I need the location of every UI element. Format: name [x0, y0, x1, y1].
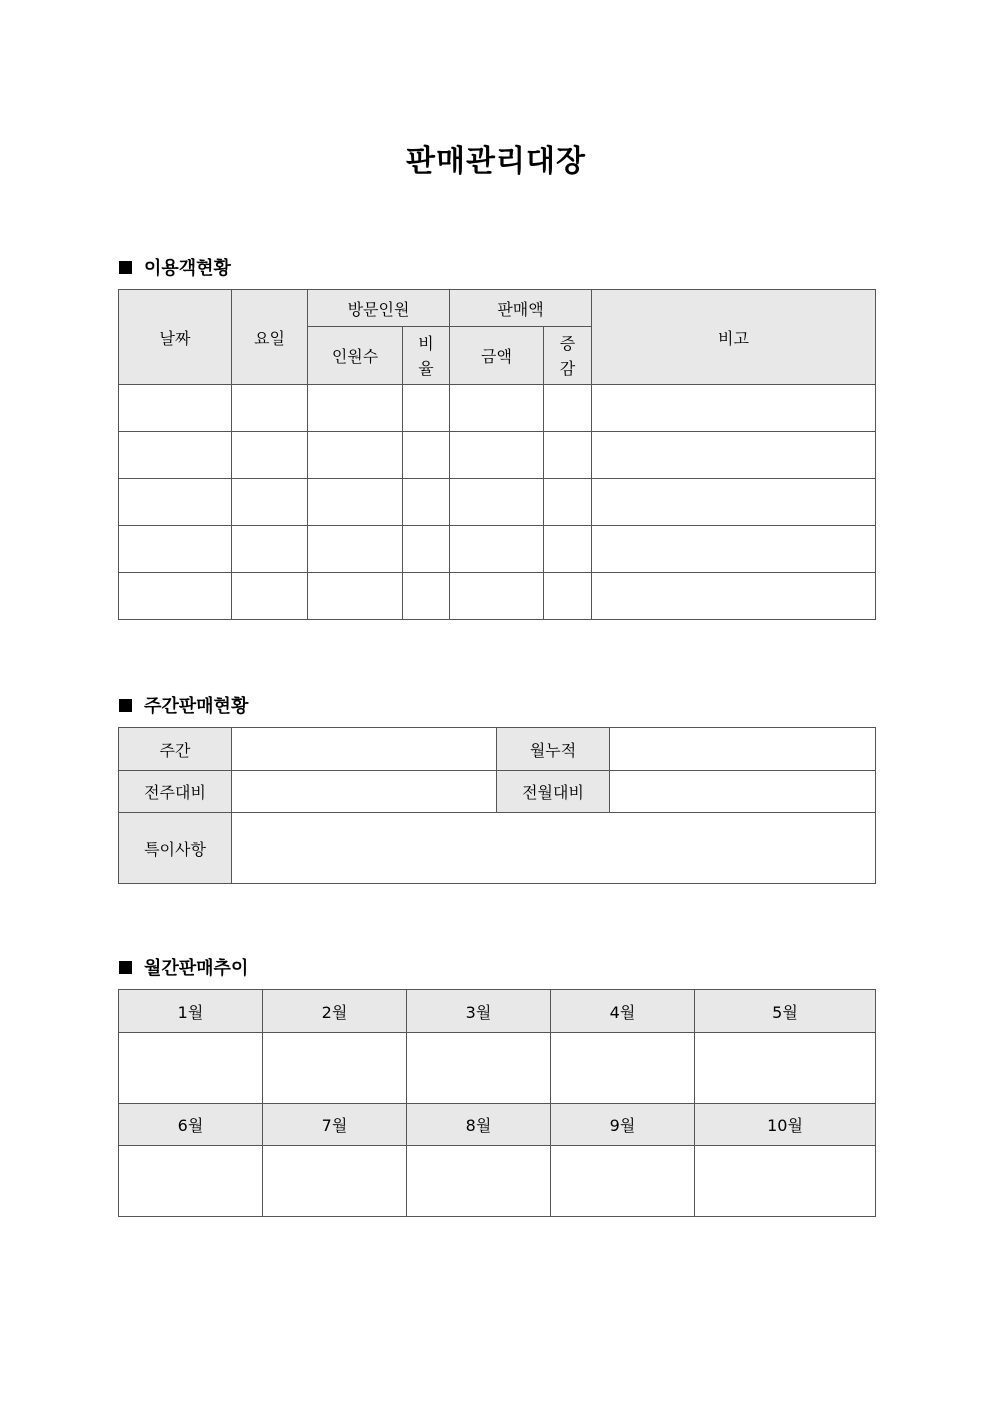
month-value-cell[interactable] [407, 1146, 551, 1217]
label-month-cumulative: 월누적 [497, 728, 610, 771]
header-visitor-count: 인원수 [308, 327, 403, 385]
weekly-sales-table [118, 727, 876, 884]
header-amount: 금액 [450, 327, 544, 385]
section-heading-label: 주간판매현황 [144, 696, 249, 717]
month-header: 6월 [119, 1104, 263, 1146]
month-header: 2월 [263, 990, 407, 1033]
table-cell[interactable] [232, 432, 308, 479]
table-cell[interactable] [119, 526, 232, 573]
table-cell[interactable] [450, 573, 544, 620]
square-bullet-icon [119, 261, 132, 274]
header-weekday: 요일 [232, 290, 308, 385]
monthly-trend-table [118, 989, 876, 1217]
section-heading-label: 이용객현황 [144, 258, 231, 279]
header-change [544, 327, 592, 385]
label-vs-last-week: 전주대비 [119, 771, 232, 813]
value-week[interactable] [232, 728, 497, 771]
section-heading-weekly [119, 692, 248, 718]
month-value-cell[interactable] [695, 1146, 876, 1217]
table-row [119, 573, 876, 620]
month-header: 5월 [695, 990, 876, 1033]
table-cell[interactable] [232, 526, 308, 573]
table-row [119, 526, 876, 573]
label-notes: 특이사항 [119, 813, 232, 884]
section-heading-visitors [119, 254, 231, 280]
header-visitors: 방문인원 [308, 290, 450, 327]
table-cell[interactable] [232, 479, 308, 526]
month-header: 8월 [407, 1104, 551, 1146]
header-sales: 판매액 [450, 290, 592, 327]
table-cell[interactable] [403, 432, 450, 479]
month-value-cell[interactable] [263, 1033, 407, 1104]
table-cell[interactable] [232, 385, 308, 432]
label-vs-last-month: 전월대비 [497, 771, 610, 813]
square-bullet-icon [119, 961, 132, 974]
month-header: 3월 [407, 990, 551, 1033]
table-cell[interactable] [119, 479, 232, 526]
table-cell[interactable] [544, 385, 592, 432]
table-cell[interactable] [592, 573, 876, 620]
table-cell[interactable] [403, 385, 450, 432]
table-cell[interactable] [403, 479, 450, 526]
table-cell[interactable] [119, 573, 232, 620]
table-row [119, 385, 876, 432]
label-week: 주간 [119, 728, 232, 771]
value-month-cumulative[interactable] [610, 728, 876, 771]
month-value-cell[interactable] [695, 1033, 876, 1104]
table-cell[interactable] [119, 385, 232, 432]
table-cell[interactable] [544, 573, 592, 620]
month-header: 1월 [119, 990, 263, 1033]
value-notes[interactable] [232, 813, 876, 884]
table-cell[interactable] [308, 385, 403, 432]
table-cell[interactable] [592, 385, 876, 432]
square-bullet-icon [119, 699, 132, 712]
header-date: 날짜 [119, 290, 232, 385]
table-cell[interactable] [544, 526, 592, 573]
header-ratio-line2: 율 [418, 358, 434, 378]
header-change-line1: 증 [559, 333, 576, 353]
table-cell[interactable] [544, 432, 592, 479]
table-cell[interactable] [450, 526, 544, 573]
table-row [119, 432, 876, 479]
header-ratio-line1: 비 [418, 333, 434, 353]
header-remarks: 비고 [592, 290, 876, 385]
month-value-cell[interactable] [407, 1033, 551, 1104]
table-cell[interactable] [403, 526, 450, 573]
table-cell[interactable] [232, 573, 308, 620]
month-header: 4월 [551, 990, 695, 1033]
table-cell[interactable] [308, 432, 403, 479]
section-heading-monthly [119, 954, 248, 980]
month-header: 7월 [263, 1104, 407, 1146]
header-ratio [403, 327, 450, 385]
table-cell[interactable] [450, 385, 544, 432]
table-row [119, 479, 876, 526]
table-cell[interactable] [119, 432, 232, 479]
month-value-cell[interactable] [551, 1146, 695, 1217]
table-cell[interactable] [308, 479, 403, 526]
table-cell[interactable] [308, 573, 403, 620]
month-value-cell[interactable] [119, 1146, 263, 1217]
value-vs-last-week[interactable] [232, 771, 497, 813]
month-value-cell[interactable] [551, 1033, 695, 1104]
table-cell[interactable] [450, 432, 544, 479]
table-cell[interactable] [544, 479, 592, 526]
table-cell[interactable] [308, 526, 403, 573]
section-heading-label: 월간판매추이 [144, 958, 249, 979]
page-title: 판매관리대장 [406, 144, 586, 179]
month-value-cell[interactable] [119, 1033, 263, 1104]
header-change-line2: 감 [559, 358, 576, 378]
month-header: 10월 [695, 1104, 876, 1146]
visitor-status-table [118, 289, 876, 620]
visitor-rows [119, 385, 876, 620]
value-vs-last-month[interactable] [610, 771, 876, 813]
month-header: 9월 [551, 1104, 695, 1146]
table-cell[interactable] [592, 432, 876, 479]
table-cell[interactable] [592, 526, 876, 573]
month-value-cell[interactable] [263, 1146, 407, 1217]
table-cell[interactable] [450, 479, 544, 526]
table-cell[interactable] [592, 479, 876, 526]
table-cell[interactable] [403, 573, 450, 620]
